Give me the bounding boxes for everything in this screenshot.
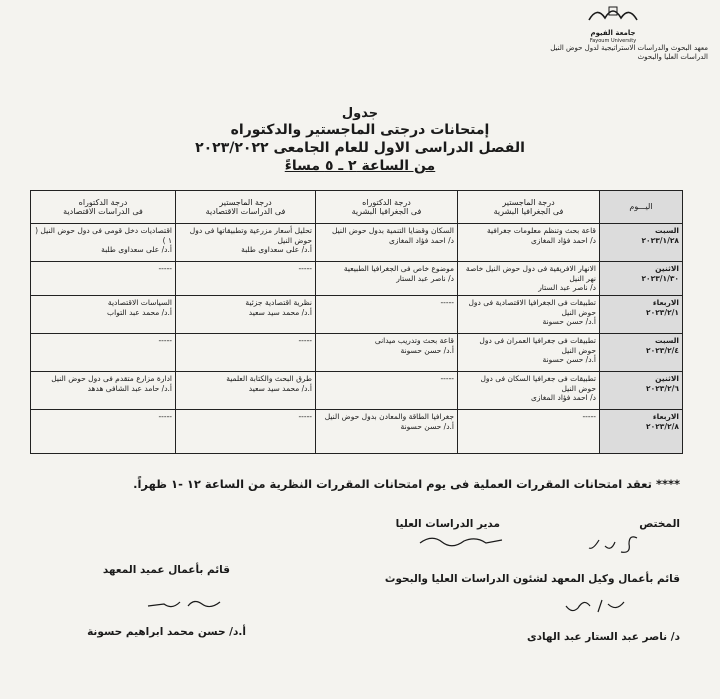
column-header: درجة الدكتوراه فى الجغرافيا البشرية — [316, 191, 458, 224]
day-cell: السبت ٢٠٢٣/٢/٤ — [600, 334, 683, 372]
day-cell: الاربعاء ٢٠٢٣/٢/١ — [600, 296, 683, 334]
course-cell: ----- — [458, 410, 600, 454]
postgrad-signature-icon — [416, 532, 506, 548]
document-titles — [0, 106, 720, 175]
dean-title: قائم بأعمال عميد المعهد — [102, 564, 230, 576]
course-cell: قاعة بحث وتنظم معلومات جغرافية د/ احمد فؤاد المغازى — [458, 224, 600, 262]
course-cell: طرق البحث والكتابة العلمية أ.د/ محمد سيد سعيد — [176, 372, 316, 410]
preparer-signature-icon — [585, 532, 645, 558]
title-line-1: جدول — [341, 106, 379, 121]
course-cell: السياسات الاقتصادية أ.د/ محمد عبد التواب — [31, 296, 176, 334]
title-line-4: من الساعة ٢ ـ ٥ مساءً — [284, 158, 436, 174]
course-cell: اقتصاديات دخل قومى فى دول حوض النيل ( ١ ) أ.د/ على سعداوى طلبة — [31, 224, 176, 262]
table-row — [31, 224, 683, 262]
course-cell: ----- — [31, 334, 176, 372]
course-cell: ----- — [316, 372, 458, 410]
university-logo-icon — [583, 4, 643, 24]
table-row — [31, 334, 683, 372]
day-cell: الاثنين ٢٠٢٣/١/٣٠ — [600, 262, 683, 296]
day-cell: السبت ٢٠٢٣/١/٢٨ — [600, 224, 683, 262]
column-header: درجة الدكتوراه فى الدراسات الاقتصادية — [31, 191, 176, 224]
title-line-3: الفصل الدراسى الاول للعام الجامعى ٢٠٢٣/٢٠٢٢ — [195, 140, 525, 156]
column-header: اليـــوم — [600, 191, 683, 224]
university-name-en: Fayoum University — [589, 38, 637, 44]
course-cell: تطبيقات فى جغرافيا السكان فى دول حوض النيل د/ احمد فؤاد المغازى — [458, 372, 600, 410]
course-cell: ----- — [176, 334, 316, 372]
dean-signature-icon — [144, 594, 224, 614]
course-cell: ----- — [316, 296, 458, 334]
dean-name: أ.د/ حسن محمد ابراهيم حسونة — [87, 626, 246, 638]
table-row — [31, 262, 683, 296]
preparer-title: المختص — [639, 518, 680, 530]
course-cell: ----- — [31, 262, 176, 296]
day-cell: الاربعاء ٢٠٢٣/٢/٨ — [600, 410, 683, 454]
letterhead — [518, 4, 708, 62]
table-row — [31, 410, 683, 454]
vice-dean-name: د/ ناصر عبد الستار عبد الهادى — [526, 631, 680, 643]
day-cell: الاثنين ٢٠٢٣/٢/٦ — [600, 372, 683, 410]
table-row — [31, 372, 683, 410]
vice-dean-title: قائم بأعمال وكيل المعهد لشئون الدراسات العليا والبحوث — [384, 573, 680, 585]
course-cell: نظرية اقتصادية جزئية أ.د/ محمد سيد سعيد — [176, 296, 316, 334]
vice-dean-signature-icon — [560, 594, 630, 616]
course-cell: ----- — [176, 262, 316, 296]
exam-schedule-table — [30, 190, 683, 454]
university-name-ar: جامعة الفيوم — [590, 29, 636, 37]
institute-name: معهد البحوث والدراسات الاستراتيجية لدول حوض النيل — [550, 44, 708, 52]
course-cell: تطبيقات فى الجغرافيا الاقتصادية فى دول حوض النيل أ.د/ حسن حسونة — [458, 296, 600, 334]
course-cell: موضوع خاص فى الجغرافيا الطبيعية د/ ناصر عبد الستار — [316, 262, 458, 296]
course-cell: تطبيقات فى جغرافيا العمران فى دول حوض النيل أ.د/ حسن حسونة — [458, 334, 600, 372]
course-cell: ادارة مزارع متقدم فى دول حوض النيل أ.د/ حامد عبد الشافى هدهد — [31, 372, 176, 410]
postgrad-manager-title: مدير الدراسات العليا — [395, 518, 500, 530]
course-cell: ----- — [31, 410, 176, 454]
course-cell: قاعة بحث وتدريب ميدانى أ.د/ حسن حسونة — [316, 334, 458, 372]
course-cell: جغرافيا الطاقة والمعادن بدول حوض النيل أ.د/ حسن حسونة — [316, 410, 458, 454]
practical-exams-note: **** تعقد امتحانات المقررات العملية فى يوم امتحانات المقررات النظرية من الساعة ١٢ -١ ظهراً. — [133, 477, 680, 491]
table-row — [31, 296, 683, 334]
course-cell: ----- — [176, 410, 316, 454]
course-cell: السكان وقضايا التنمية بدول حوض النيل د/ احمد فؤاد المغازى — [316, 224, 458, 262]
column-header: درجة الماجستير فى الدراسات الاقتصادية — [176, 191, 316, 224]
course-cell: الانهار الافريقية فى دول حوض النيل خاصة نهر النيل د/ ناصر عبد الستار — [458, 262, 600, 296]
title-line-2: إمتحانات درجتى الماجستير والدكتوراه — [230, 122, 490, 138]
column-header: درجة الماجستير فى الجغرافيا البشرية — [458, 191, 600, 224]
course-cell: تحليل أسعار مزرعية وتطبيقاتها فى دول حوض النيل أ.د/ على سعداوى طلبة — [176, 224, 316, 262]
table-header-row — [31, 191, 683, 224]
department-name: الدراسات العليا والبحوث — [637, 53, 708, 61]
